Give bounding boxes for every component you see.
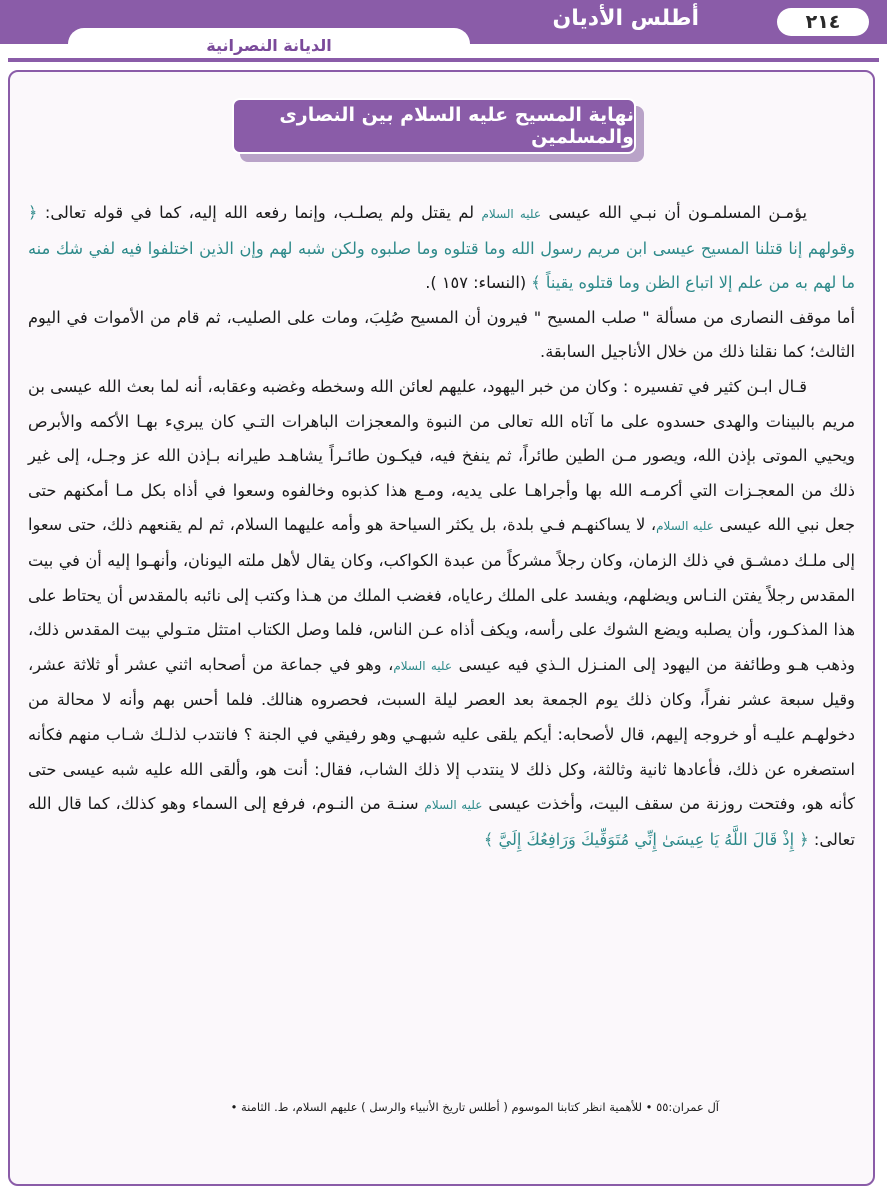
paragraph-1 <box>28 196 855 301</box>
body-text <box>28 196 855 857</box>
quran-reference-1: (النساء: ١٥٧ ). <box>425 273 527 293</box>
quran-verse-1: ﴿ وقولهم إنا قتلنا المسيح عيسى ابن مريم رسول الله وما قتلوه وما صلبوه ولكن شبه لهم وإن الذين اختلفوا فيه لفي شك منه ما لهم به من علم إلا اتباع الظن وما قتلوه يقيناً ﴾ <box>28 203 855 293</box>
p3-text-c: ، وهو في جماعة من أصحابه اثني عشر أو ثلاثة عشر، وقيل سبعة عشر نفراً، وكان ذلك يوم الجمعة بعد العصر ليلة السبت، فحصروه هنالك. فلما أحس بهم وأنه لا محالة من دخولهـم عليـه أو خروجه إليهم، قال لأصحابه: أيكم يلقى عليه شبهـي وهو رفيقي في الجنة ؟ فانتدب لذلـك شـاب منهم فكأنه استصغره عن ذلك، فأعادها ثانية وثالثة، وكل ذلك لا ينتدب إلا ذلك الشاب، فقال: أنت هو، وألقى الله عليه شبه عيسى حتى كأنه هو، وفتحت روزنة من سقف البيت، وأخذت عيسى <box>28 654 855 814</box>
p3-text-b: ، لا يساكنهـم فـي بلدة، بل يكثر السياحة هو وأمه عليهما السلام، ثم لم يقنعهم ذلك، حتى سعوا إلى ملـك دمشـق في ذلك الزمان، وكان رجلاً مشركاً من عبدة الكواكب، وكان يقال لأهل ملته اليونان، وأنهـوا إليه أن في بيت المقدس رجلاً يفتن النـاس ويضلهم، ويفسد على الملك رعاياه، فغضب الملك من هـذا وكتب إلى نائبه بالمقدس أن يحتاط على هذا المذكـور، وأن يصلبه ويضع الشوك على رأسه، ويكف أذاه عـن الناس، فلما وصل الكتاب امتثل متـولي بيت المقدس ذلك، وذهب هـو وطائفة من اليهود إلى المنـزل الـذي فيه عيسى <box>28 515 855 674</box>
p1-text-a: يؤمـن المسلمـون أن نبـي الله عيسى <box>548 203 807 222</box>
section-title: الديانة النصرانية <box>68 28 470 62</box>
quran-verse-2: ﴿ إِذْ قَالَ اللَّهُ يَا عِيسَىٰ إِنِّي مُتَوَفِّيكَ وَرَافِعُكَ إِلَيَّ ﴾ <box>483 829 809 849</box>
salutation-mark: عليه السلام <box>481 207 542 221</box>
footnote: آل عمران:٥٥ • للأهمية انظر كتابنا الموسوم ( أطلس تاريخ الأنبياء والرسل ) عليهم السلام، ط. الثامنة • <box>230 1100 719 1114</box>
salutation-mark: عليه السلام <box>424 798 483 813</box>
p3-text-d: سنـة من النـوم، فرفع إلى السماء وهو كذلك، كما قال الله تعالى: <box>28 794 855 849</box>
salutation-mark: عليه السلام <box>656 519 714 534</box>
header-divider <box>8 58 879 62</box>
paragraph-3 <box>28 370 855 857</box>
paragraph-2: أما موقف النصارى من مسألة " صلب المسيح " فيرون أن المسيح صُلِبَ، ومات على الصليب، ثم قام من الأموات في اليوم الثالث؛ كما نقلنا ذلك من خلال الأناجيل السابقة. <box>28 307 855 362</box>
chapter-title: نهاية المسيح عليه السلام بين النصارى والمسلمين <box>232 98 636 154</box>
p1-text-b: لم يقتل ولم يصلـب، وإنما رفعه الله إليه، كما في قوله تعالى: <box>44 203 475 222</box>
p3-text-a: قـال ابـن كثير في تفسيره : وكان من خبر اليهود، عليهم لعائن الله وسخطه وغضبه وعقابه، أنه لما بعث الله عيسى بن مريم بالبينات والهدى حسدوه على ما آتاه الله تعالى من النبوة والمعجزات الباهرات التـي كان يبريء بهـا الأكمه والأبرص ويحيي الموتى بإذن الله، ويصور مـن الطين طائراً، ثم ينفخ فيه، فيكـون طائـراً يشاهـد طيرانه بـإذن الله عز وجـل، إلى غير ذلك من المعجـزات التي أكرمـه الله بها وأجراهـا على يديه، ومـع هذا كذبوه وخالفوه وسعوا في أذاه بكل مـا أمكنهم حتى جعل نبي الله عيسى <box>28 376 855 535</box>
book-title: أطلس الأديان <box>552 6 699 31</box>
page-number: ٢١٤ <box>777 8 869 36</box>
salutation-mark: عليه السلام <box>393 658 453 673</box>
